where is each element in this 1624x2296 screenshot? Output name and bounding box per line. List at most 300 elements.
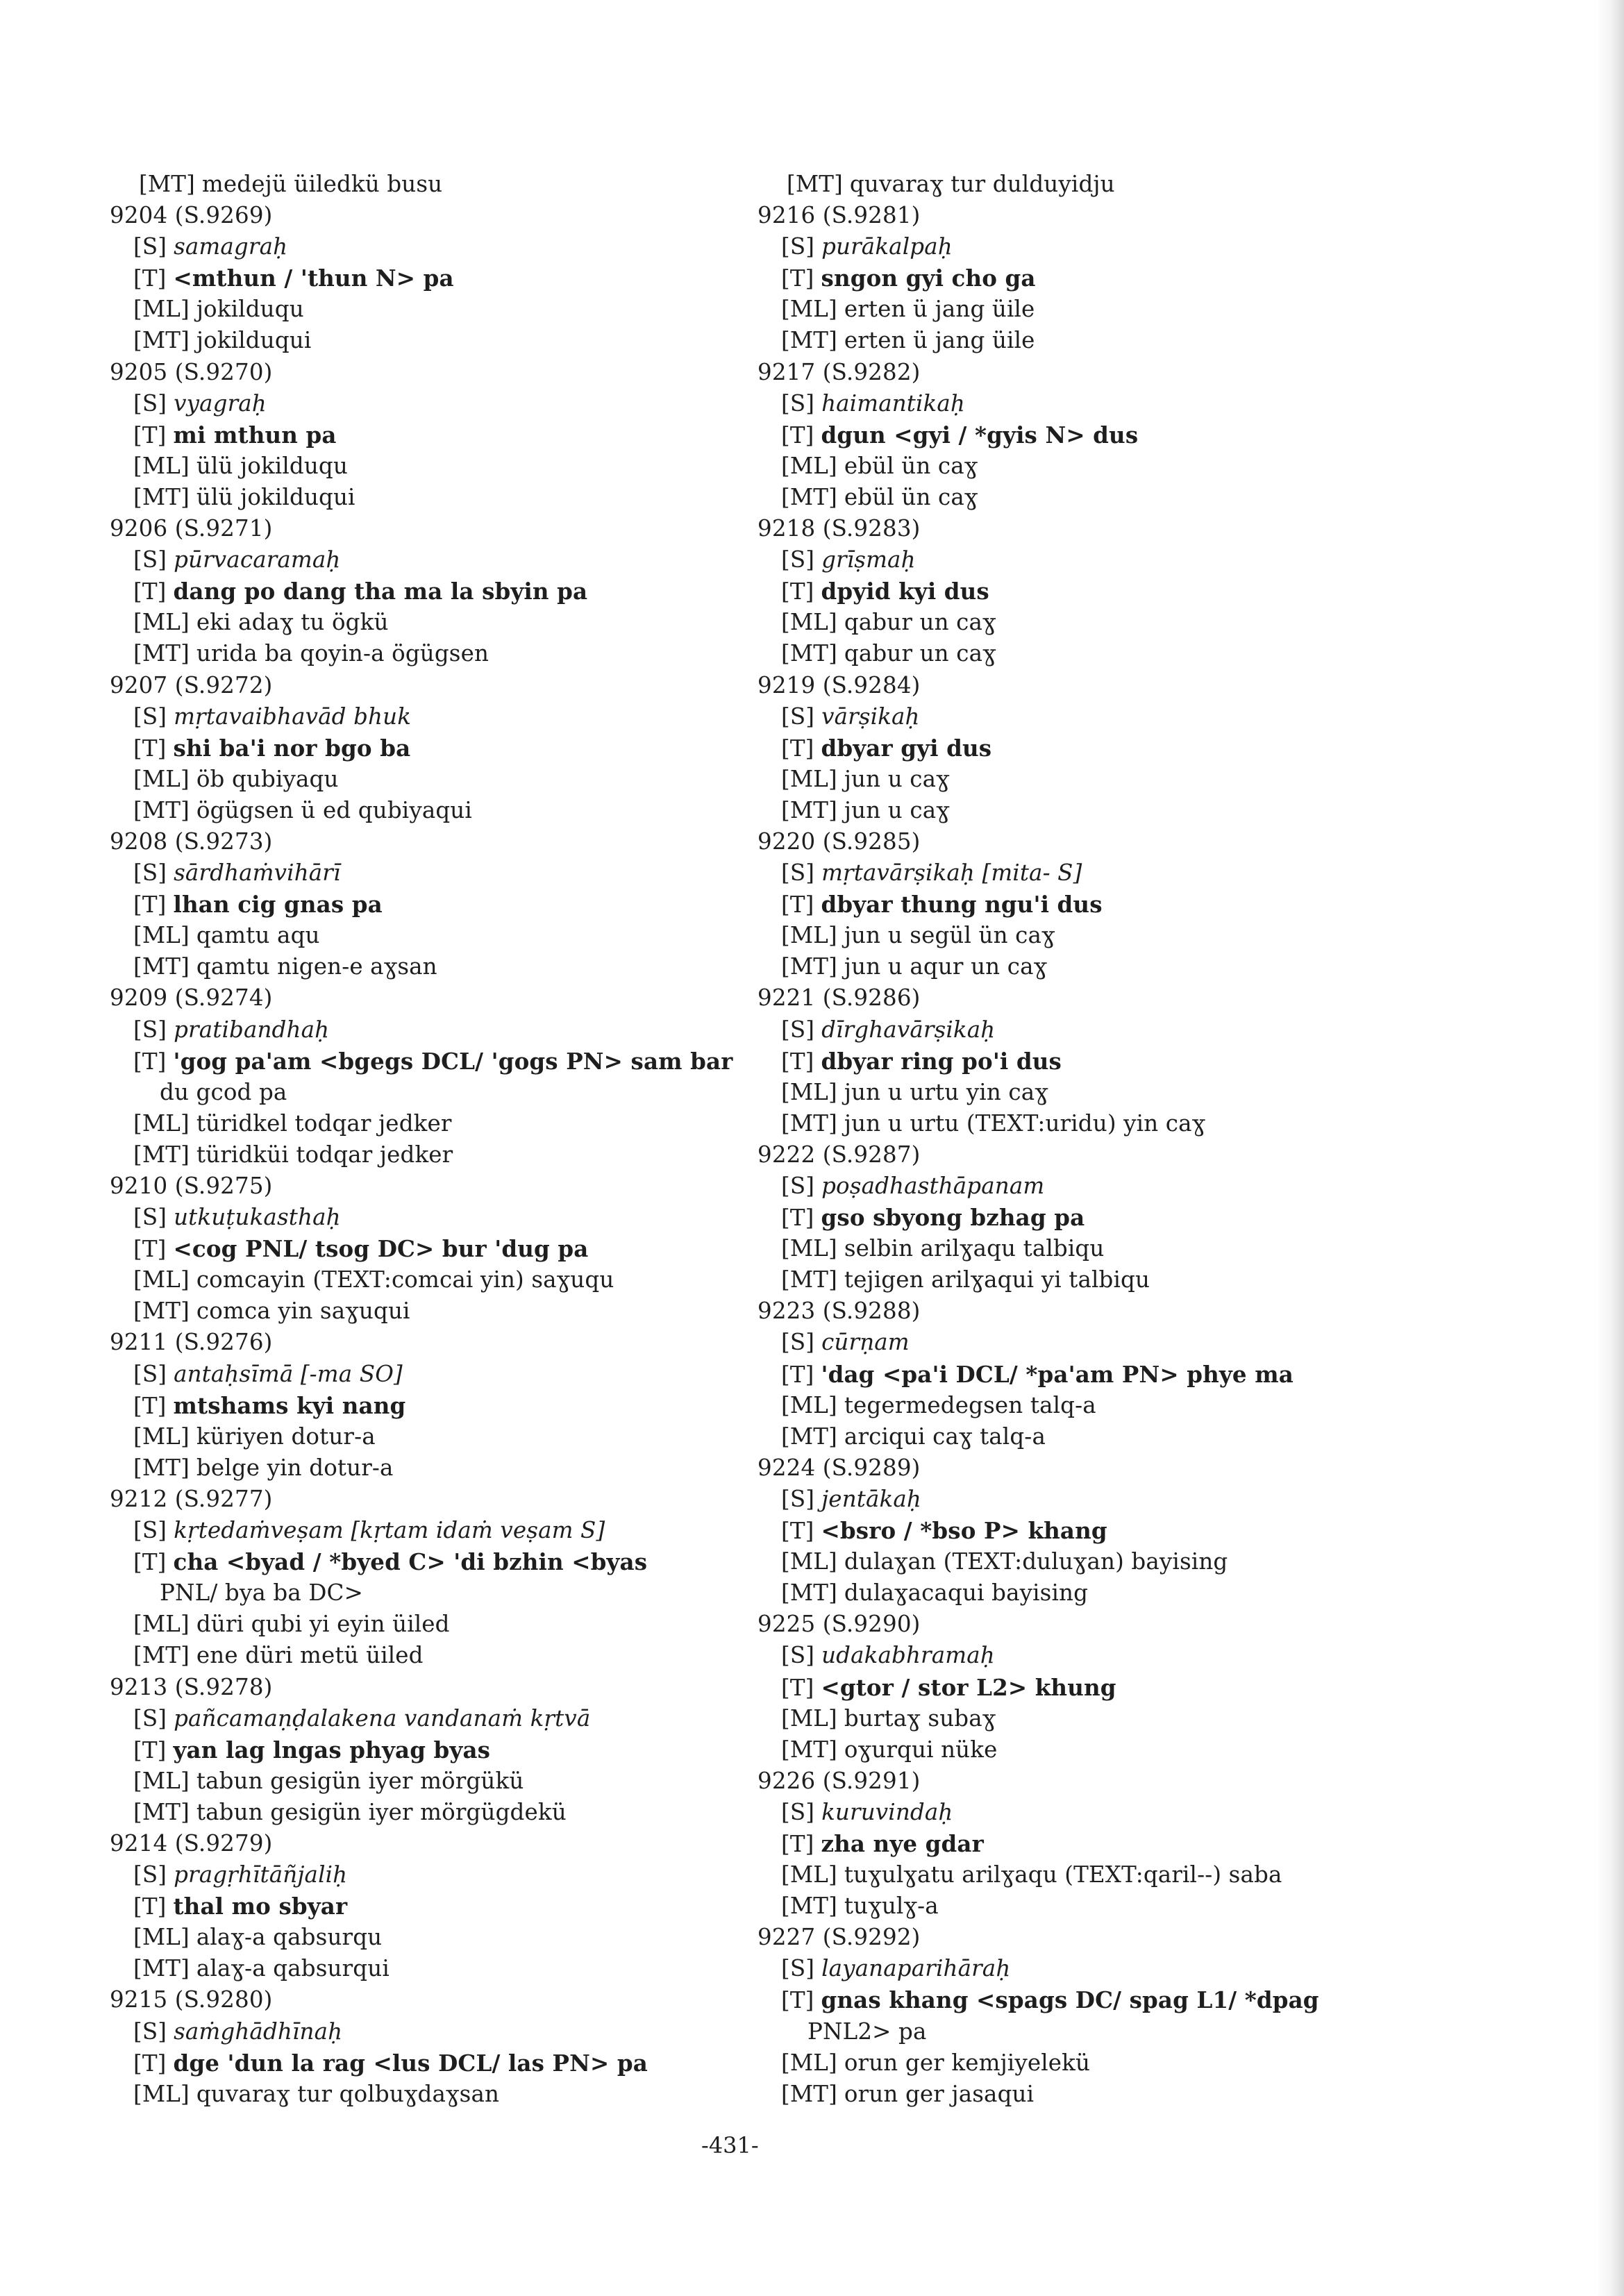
field-line (110, 638, 735, 669)
mongolian-mt-term: medejü üiledkü busu (201, 171, 443, 197)
field-line (110, 2079, 735, 2110)
tibetan-term: thal mo sbyar (173, 1893, 348, 1920)
tibetan-term: shi ba'i nor bgo ba (173, 734, 411, 762)
field-tag: [ML] (133, 452, 190, 479)
mongolian-mt-term: ene düri metü üiled (196, 1642, 424, 1669)
field-line (757, 1046, 1452, 1077)
field-line (110, 262, 735, 294)
mongolian-mt-term: oɣurqui nüke (844, 1736, 998, 1763)
field-tag: [S] (781, 1955, 815, 1982)
field-tag: [S] (133, 1704, 167, 1732)
field-line (110, 1609, 735, 1640)
tibetan-term: dge 'dun la rag <lus DCL/ las PN> pa (173, 2049, 648, 2077)
mongolian-ml-term: qabur un caɣ (844, 609, 996, 636)
field-line (110, 231, 735, 262)
field-tag: [ML] (781, 1548, 837, 1575)
entry-number: 9207 (S.9272) (110, 671, 273, 698)
tibetan-term: mi mthun pa (173, 421, 337, 449)
field-tag: [MT] (133, 327, 190, 354)
tibetan-term: <cog PNL/ tsog DC> bur 'dug pa (173, 1235, 589, 1263)
field-line (757, 419, 1452, 451)
field-tag: [ML] (133, 1109, 190, 1137)
field-line (757, 2079, 1452, 2110)
field-line (757, 169, 1452, 200)
field-line (110, 1797, 735, 1828)
mongolian-ml-term: tabun gesigün iyer mörgükü (196, 1767, 524, 1794)
tibetan-term: sngon gyi cho ga (821, 265, 1036, 292)
field-tag: [ML] (781, 2049, 837, 2076)
field-tag: [ML] (781, 922, 837, 949)
field-tag: [T] (781, 1830, 814, 1857)
field-tag: [MT] (781, 1423, 837, 1450)
field-tag: [ML] (133, 1924, 190, 1951)
field-line (757, 1984, 1452, 2016)
mongolian-mt-term: türidküi todqar jedker (196, 1141, 453, 1168)
field-line (110, 1264, 735, 1296)
field-tag: [MT] (133, 1298, 190, 1325)
field-line (110, 889, 735, 920)
field-tag: [ML] (133, 2080, 190, 2107)
field-line (757, 920, 1452, 951)
field-line (757, 1703, 1452, 1734)
field-line (110, 2047, 735, 2079)
field-line (110, 1703, 735, 1734)
continuation-line: PNL/ bya ba DC> (160, 1579, 363, 1607)
field-line (110, 544, 735, 576)
field-tag: [MT] (139, 171, 195, 197)
sanskrit-term: pūrvacaramaḥ (174, 546, 341, 573)
field-line (110, 951, 735, 982)
field-line (110, 1922, 735, 1953)
entry-number: 9227 (S.9292) (757, 1924, 921, 1951)
tibetan-term: dpyid kyi dus (821, 578, 989, 605)
sanskrit-term: vārṣikaḥ (821, 703, 920, 730)
field-tag: [MT] (781, 1579, 837, 1607)
field-line (110, 1421, 735, 1452)
tibetan-term: dgun <gyi / *gyis N> dus (821, 421, 1139, 449)
tibetan-term: yan lag lngas phyag byas (173, 1736, 491, 1763)
field-line (757, 544, 1452, 576)
field-tag: [MT] (781, 483, 837, 510)
sanskrit-term: saṁghādhīnaḥ (174, 2018, 343, 2045)
entry-number: 9209 (S.9274) (110, 984, 273, 1012)
field-line (757, 1797, 1452, 1828)
mongolian-ml-term: öb qubiyaqu (196, 765, 339, 792)
field-tag: [ML] (781, 1704, 837, 1732)
mongolian-ml-term: jun u segül ün caɣ (844, 922, 1055, 949)
mongolian-mt-term: belge yin dotur-a (196, 1454, 394, 1481)
entry-number: 9214 (S.9279) (110, 1829, 273, 1857)
entry-number: 9212 (S.9277) (110, 1485, 273, 1512)
continuation-line: PNL2> pa (807, 2018, 927, 2045)
field-tag: [MT] (133, 1454, 190, 1481)
mongolian-mt-term: qabur un caɣ (844, 640, 996, 667)
mongolian-mt-term: arciqui caɣ talq-a (844, 1423, 1046, 1450)
field-line (757, 1546, 1452, 1577)
entry-number: 9225 (S.9290) (757, 1611, 921, 1638)
mongolian-mt-term: alaɣ-a qabsurqui (196, 1955, 390, 1982)
sanskrit-term: haimantikaḥ (821, 389, 966, 417)
field-tag: [S] (133, 389, 167, 417)
field-tag: [T] (133, 1549, 167, 1576)
mongolian-ml-term: qamtu aqu (196, 922, 320, 949)
sanskrit-term: mṛtavaibhavād bhuk (174, 703, 412, 730)
field-tag: [ML] (781, 1861, 837, 1888)
tibetan-term: mtshams kyi nang (173, 1391, 406, 1419)
mongolian-mt-term: urida ba qoyin-a ögügsen (196, 640, 489, 667)
mongolian-ml-term: jun u caɣ (844, 765, 950, 792)
field-tag: [S] (781, 1173, 815, 1199)
mongolian-ml-term: erten ü jang üile (844, 296, 1035, 323)
field-line (110, 732, 735, 764)
continuation-line: du gcod pa (160, 1078, 287, 1105)
left-column (110, 169, 735, 2110)
field-line (110, 857, 735, 889)
field-line (757, 1577, 1452, 1609)
mongolian-mt-term: comca yin saɣuqui (196, 1298, 410, 1325)
field-tag: [ML] (133, 1423, 190, 1450)
field-tag: [ML] (781, 1235, 837, 1262)
field-line (110, 1108, 735, 1139)
field-tag: [T] (781, 1048, 814, 1075)
field-line (757, 732, 1452, 764)
field-line (757, 325, 1452, 356)
field-line (110, 576, 735, 607)
mongolian-ml-term: küriyen dotur-a (196, 1423, 376, 1450)
field-line (110, 1452, 735, 1484)
entry-number: 9204 (S.9269) (110, 202, 273, 229)
field-line (757, 1390, 1452, 1421)
field-tag: [S] (781, 1016, 815, 1043)
field-tag: [ML] (133, 1767, 190, 1794)
entry-number: 9226 (S.9291) (757, 1767, 921, 1794)
tibetan-term: 'dag <pa'i DCL/ *pa'am PN> phye ma (821, 1360, 1294, 1388)
sanskrit-term: mṛtavārṣikaḥ [mita- S] (821, 860, 1082, 887)
field-line (110, 1202, 735, 1233)
field-tag: [MT] (781, 953, 837, 980)
sanskrit-term: pratibandhaḥ (174, 1016, 330, 1043)
field-line (110, 701, 735, 732)
field-tag: [MT] (781, 1266, 837, 1293)
field-line (110, 1139, 735, 1171)
field-tag: [T] (133, 891, 167, 919)
entry-number: 9217 (S.9282) (757, 358, 921, 385)
entry-number: 9205 (S.9270) (110, 358, 273, 385)
field-tag: [ML] (133, 296, 190, 323)
tibetan-term: <mthun / 'thun N> pa (173, 265, 454, 292)
field-line (757, 451, 1452, 482)
entry-number: 9224 (S.9289) (757, 1454, 921, 1481)
field-line (757, 795, 1452, 826)
sanskrit-term: grīṣmaḥ (821, 546, 916, 573)
field-line (110, 1859, 735, 1891)
field-line (110, 764, 735, 795)
sanskrit-term: pragṛhītāñjaliḥ (174, 1861, 348, 1888)
field-tag: [T] (781, 1205, 814, 1232)
tibetan-term: gso sbyong bzhag pa (821, 1204, 1085, 1232)
field-tag: [ML] (781, 1078, 837, 1105)
field-tag: [MT] (781, 796, 837, 823)
field-tag: [T] (133, 1392, 167, 1419)
sanskrit-term: vyagraḥ (174, 389, 267, 417)
field-line (110, 482, 735, 513)
field-tag: [MT] (133, 796, 190, 823)
field-tag: [T] (133, 1048, 167, 1075)
tibetan-term: dang po dang tha ma la sbyin pa (173, 578, 588, 605)
sanskrit-term: udakabhramaḥ (821, 1642, 995, 1669)
field-line (757, 231, 1452, 262)
field-line (757, 1264, 1452, 1296)
field-line (110, 1734, 735, 1766)
field-tag: [ML] (781, 452, 837, 479)
field-line (110, 920, 735, 951)
field-line (110, 419, 735, 451)
field-line (757, 1359, 1452, 1390)
field-tag: [ML] (133, 609, 190, 636)
field-line (110, 388, 735, 419)
field-line (110, 451, 735, 482)
field-tag: [S] (133, 2018, 167, 2045)
field-line (110, 1046, 735, 1077)
sanskrit-term: jentākaḥ (821, 1485, 921, 1512)
field-tag: [ML] (781, 609, 837, 636)
field-tag: [MT] (133, 640, 190, 667)
field-tag: [ML] (781, 1391, 837, 1418)
page-edge-shadow (1596, 0, 1624, 2296)
field-tag: [T] (781, 891, 814, 919)
field-tag: [S] (781, 860, 815, 887)
field-line (757, 262, 1452, 294)
mongolian-mt-term: qamtu nigen-e aɣsan (196, 953, 437, 980)
mongolian-ml-term: düri qubi yi eyin üiled (196, 1611, 450, 1638)
field-tag: [MT] (781, 1109, 837, 1137)
field-tag: [S] (781, 1329, 815, 1356)
field-tag: [S] (133, 860, 167, 887)
right-column (757, 169, 1452, 2110)
field-tag: [S] (781, 1485, 815, 1512)
field-tag: [S] (781, 389, 815, 417)
mongolian-mt-term: tuɣulɣ-a (844, 1893, 939, 1920)
field-tag: [T] (133, 421, 167, 449)
field-line (757, 1953, 1452, 1984)
mongolian-ml-term: comcayin (TEXT:comcai yin) saɣuqu (196, 1266, 614, 1293)
mongolian-mt-term: jun u caɣ (844, 796, 950, 823)
field-line (757, 1734, 1452, 1766)
field-tag: [T] (133, 265, 167, 292)
entry-number: 9211 (S.9276) (110, 1329, 273, 1356)
mongolian-mt-term: erten ü jang üile (844, 327, 1035, 354)
field-line (110, 1515, 735, 1546)
mongolian-mt-term: quvaraɣ tur dulduyidju (849, 171, 1115, 197)
field-tag: [ML] (781, 765, 837, 792)
entry-number: 9222 (S.9287) (757, 1141, 921, 1168)
field-line (757, 701, 1452, 732)
tibetan-term: dbyar thung ngu'i dus (821, 891, 1103, 919)
mongolian-ml-term: orun ger kemjiyelekü (844, 2049, 1091, 2076)
field-line (757, 2047, 1452, 2079)
tibetan-term: <bsro / *bso P> khang (821, 1517, 1107, 1545)
field-tag: [T] (781, 1518, 814, 1545)
field-tag: [MT] (781, 2080, 837, 2107)
field-tag: [T] (133, 2050, 167, 2077)
entry-number: 9220 (S.9285) (757, 828, 921, 855)
sanskrit-term: dīrghavārṣikaḥ (821, 1016, 996, 1043)
field-line (757, 482, 1452, 513)
sanskrit-term: purākalpaḥ (821, 233, 953, 260)
field-line (757, 1891, 1452, 1922)
field-tag: [S] (133, 1517, 167, 1544)
mongolian-ml-term: dulaɣan (TEXT:duluɣan) bayising (844, 1548, 1228, 1575)
field-line (757, 294, 1452, 325)
mongolian-mt-term: ögügsen ü ed qubiyaqui (196, 796, 472, 823)
field-line (110, 1953, 735, 1984)
field-tag: [S] (781, 233, 815, 260)
field-tag: [ML] (133, 1611, 190, 1638)
field-line (110, 795, 735, 826)
field-line (110, 325, 735, 356)
field-tag: [S] (133, 1861, 167, 1888)
entry-number: 9216 (S.9281) (757, 202, 921, 229)
mongolian-ml-term: tegermedegsen talq-a (844, 1391, 1096, 1418)
entry-number: 9223 (S.9288) (757, 1298, 921, 1325)
sanskrit-term: samagraḥ (174, 233, 288, 260)
field-tag: [T] (781, 1674, 814, 1701)
mongolian-mt-term: tejigen arilɣaqui yi talbiqu (844, 1266, 1150, 1293)
field-tag: [MT] (133, 1642, 190, 1669)
field-line (757, 1014, 1452, 1046)
tibetan-term: 'gog pa'am <bgegs DCL/ 'gogs PN> sam bar (173, 1047, 733, 1075)
field-tag: [S] (133, 546, 167, 573)
sanskrit-term: utkuṭukasthaḥ (174, 1204, 341, 1231)
field-tag: [ML] (781, 296, 837, 323)
field-tag: [S] (133, 233, 167, 260)
field-tag: [ML] (133, 765, 190, 792)
field-tag: [T] (781, 421, 814, 449)
entry-number: 9206 (S.9271) (110, 515, 273, 542)
mongolian-ml-term: quvaraɣ tur qolbuɣdaɣsan (196, 2080, 500, 2107)
field-line (757, 764, 1452, 795)
field-tag: [MT] (133, 483, 190, 510)
field-line (757, 1828, 1452, 1859)
field-line (757, 889, 1452, 920)
field-line (757, 1859, 1452, 1891)
field-tag: [MT] (781, 327, 837, 354)
field-tag: [T] (781, 265, 814, 292)
field-line (110, 2016, 735, 2047)
tibetan-term: lhan cig gnas pa (173, 891, 383, 919)
field-line (110, 1359, 735, 1390)
field-line (757, 1077, 1452, 1108)
field-line (110, 1766, 735, 1797)
field-line (757, 1233, 1452, 1264)
field-tag: [T] (133, 578, 167, 605)
field-tag: [MT] (133, 1798, 190, 1825)
mongolian-ml-term: jokilduqu (196, 296, 304, 323)
field-line (110, 1546, 735, 1577)
field-tag: [MT] (133, 1955, 190, 1982)
field-line (110, 1390, 735, 1421)
field-line (757, 1171, 1452, 1202)
field-tag: [S] (781, 546, 815, 573)
field-line (757, 1515, 1452, 1546)
sanskrit-term: sārdhaṁvihārī (174, 860, 341, 887)
mongolian-mt-term: ülü jokilduqui (196, 483, 355, 510)
field-line (110, 1640, 735, 1671)
field-tag: [S] (133, 1360, 167, 1387)
field-line (110, 1891, 735, 1922)
field-line (110, 1233, 735, 1264)
field-line (110, 1296, 735, 1327)
sanskrit-term: layanaparihāraḥ (821, 1955, 1011, 1982)
field-tag: [T] (133, 1236, 167, 1263)
mongolian-ml-term: tuɣulɣatu arilɣaqu (TEXT:qaril--) saba (844, 1861, 1282, 1888)
mongolian-ml-term: burtaɣ subaɣ (844, 1704, 996, 1732)
mongolian-ml-term: eki adaɣ tu ögkü (196, 609, 389, 636)
tibetan-term: dbyar ring po'i dus (821, 1047, 1062, 1075)
sanskrit-term: kṛtedaṁveṣam [kṛtam idaṁ veṣam S] (174, 1517, 605, 1544)
mongolian-mt-term: jokilduqui (196, 327, 312, 354)
tibetan-term: zha nye gdar (821, 1829, 984, 1857)
entry-number: 9218 (S.9283) (757, 515, 921, 542)
sanskrit-term: cūrṇam (821, 1329, 910, 1356)
field-tag: [ML] (133, 1266, 190, 1293)
field-tag: [MT] (133, 953, 190, 980)
field-line (757, 1672, 1452, 1703)
field-line (757, 1327, 1452, 1358)
field-line (757, 1484, 1452, 1515)
tibetan-term: <gtor / stor L2> khung (821, 1673, 1116, 1701)
field-line (757, 638, 1452, 669)
field-tag: [S] (133, 1016, 167, 1043)
field-line (110, 169, 735, 200)
field-line (757, 1640, 1452, 1671)
field-tag: [T] (133, 1893, 167, 1920)
entry-number: 9213 (S.9278) (110, 1673, 273, 1700)
field-tag: [MT] (781, 640, 837, 667)
field-line (757, 1108, 1452, 1139)
field-line (757, 576, 1452, 607)
page-number: -431- (701, 2132, 759, 2159)
tibetan-term: dbyar gyi dus (821, 734, 992, 762)
field-line (110, 294, 735, 325)
mongolian-mt-term: jun u aqur un caɣ (844, 953, 1048, 980)
field-line (110, 607, 735, 638)
field-tag: [ML] (133, 922, 190, 949)
field-line (757, 1421, 1452, 1452)
tibetan-term: cha <byad / *byed C> 'di bzhin <byas (173, 1548, 648, 1576)
field-tag: [MT] (133, 1141, 190, 1168)
mongolian-ml-term: selbin arilɣaqu talbiqu (844, 1235, 1105, 1262)
field-tag: [MT] (781, 1736, 837, 1763)
entry-number: 9208 (S.9273) (110, 828, 273, 855)
mongolian-mt-term: tabun gesigün iyer mörgügdekü (196, 1798, 567, 1825)
mongolian-ml-term: alaɣ-a qabsurqu (196, 1924, 383, 1951)
field-tag: [S] (781, 1642, 815, 1669)
field-tag: [MT] (787, 171, 843, 197)
field-tag: [S] (781, 1798, 815, 1825)
mongolian-mt-term: orun ger jasaqui (844, 2080, 1035, 2107)
entry-number: 9219 (S.9284) (757, 671, 921, 698)
field-tag: [T] (781, 735, 814, 762)
entry-number: 9221 (S.9286) (757, 984, 921, 1012)
field-tag: [T] (781, 578, 814, 605)
field-tag: [T] (781, 1361, 814, 1388)
mongolian-ml-term: ebül ün caɣ (844, 452, 978, 479)
field-line (757, 388, 1452, 419)
mongolian-mt-term: jun u urtu (TEXT:uridu) yin caɣ (844, 1109, 1206, 1137)
field-tag: [S] (133, 703, 167, 730)
field-line (757, 607, 1452, 638)
